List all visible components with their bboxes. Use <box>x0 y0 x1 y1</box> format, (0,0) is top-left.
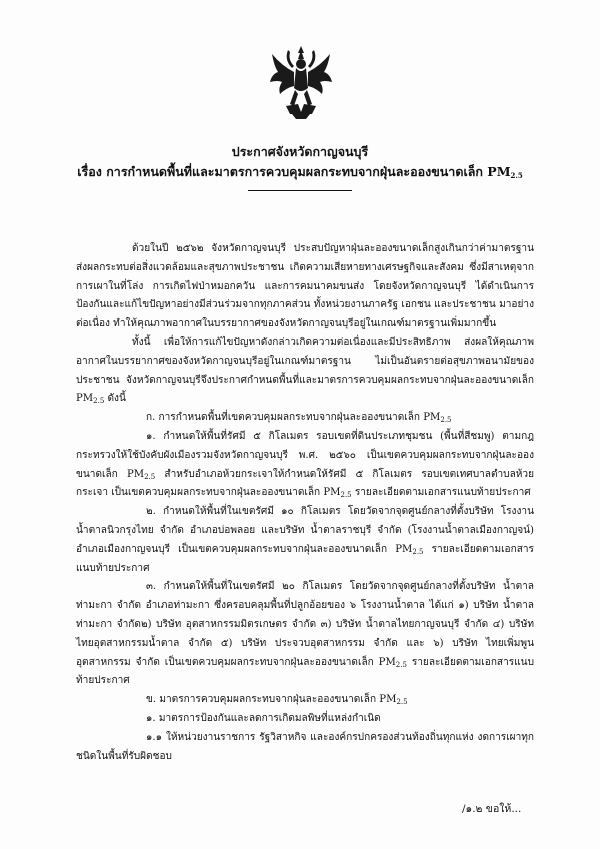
subject-text: เรื่อง การกำหนดพื้นที่และมาตรการควบคุมผลกระทบจากฝุ่นละอองขนาดเล็ก $PM_{2.5}$ <box>77 164 523 180</box>
section-a-item-1: ๑. กำหนดให้พื้นที่รัศมี ๕ กิโลเมตร รอบเขตที่ดินประเภทชุมชน (พื้นที่สีชมพู) ตามกฎกระทรวงให้ใช้บังคับผังเมืองรวมจังหวัดกาญจนบุรี พ.ศ. ๒๕๖๐ เป็นเขตควบคุมผลกระทบจากฝุ่นละอองขนาดเล็ก $PM_{2.5}$ สำหรับอำเภอห้วยกระเจาให้กำหนดให้รัศมี ๕ กิโลเมตร รอบเขตเทศบาลตำบลห้วยกระเจา เป็นเขตควบคุมผลกระทบจากฝุ่นละอองขนาดเล็ก $PM_{2.5}$ รายละเอียดตามเอกสารแนบท้ายประกาศ <box>76 430 535 500</box>
continuation-note: /๑.๒ ขอให้... <box>462 803 522 815</box>
section-b-item-1-1: ๑.๑ ให้หน่วยงานราชการ รัฐวิสาหกิจ และองค์กรปกครองส่วนท้องถิ่นทุกแห่ง งดการเผาทุกชนิดในพื้นที่รับผิดชอบ <box>76 731 534 762</box>
title-divider <box>248 190 352 191</box>
section-a-item-2: ๒. กำหนดให้พื้นที่ในเขตรัศมี ๑๐ กิโลเมตร โดยวัดจากจุดศูนย์กลางที่ตั้งบริษัท โรงงานน้ำตาลนิวกรุงไทย จำกัด อำเภอบ่อพลอย และบริษัท น้ำตาลราชบุรี จำกัด (โรงงานน้ำตาลเมืองกาญจน์) อำเภอเมืองกาญจนบุรี เป็นเขตควบคุมผลกระทบจากฝุ่นละอองขนาดเล็ก $PM_{2.5}$ รายละเอียดตามเอกสารแนบท้ายประกาศ <box>76 506 534 574</box>
paragraph-intro: ด้วยในปี ๒๕๖๒ จังหวัดกาญจนบุรี ประสบปัญหาฝุ่นละอองขนาดเล็กสูงเกินกว่าค่ามาตรฐาน ส่งผลกระทบต่อสิ่งแวดล้อมและสุขภาพประชาชน เกิดความเสียหายทางเศรษฐกิจและสังคม ซึ่งมีสาเหตุจากการเผาในที่โล่ง การเกิดไฟป่าหมอกควัน และการคมนาคมขนส่ง โดยจังหวัดกาญจนบุรี ได้ดำเนินการป้องกันและแก้ไขปัญหาอย่างมีส่วนร่วมจากทุกภาคส่วน ทั้งหน่วยงานภาครัฐ เอกชน และประชาชน มาอย่างต่อเนื่อง ทำให้คุณภาพอากาศในบรรยากาศของจังหวัดกาญจนบุรีอยู่ในเกณฑ์มาตรฐานเพิ่มมากขึ้น <box>76 243 534 330</box>
garuda-emblem-icon <box>268 44 334 120</box>
announcement-title: ประกาศจังหวัดกาญจนบุรี <box>231 144 369 159</box>
document-body <box>76 240 534 766</box>
section-a-heading: ก. การกำหนดพื้นที่เขตควบคุมผลกระทบจากฝุ่นละอองขนาดเล็ก $PM_{2.5}$ <box>146 412 452 425</box>
section-a-item-3: ๓. กำหนดให้พื้นที่ในเขตรัศมี ๒๐ กิโลเมตร โดยวัดจากจุดศูนย์กลางที่ตั้งบริษัท น้ำตาลท่ามะกา จำกัด อำเภอท่ามะกา ซึ่งครอบคลุมพื้นที่ปลูกอ้อยของ ๖ โรงงานน้ำตาล ได้แก่ ๑) บริษัท น้ำตาลท่ามะกา จำกัด๒) บริษัท อุตสาหกรรมมิตรเกษตร จำกัด ๓) บริษัท น้ำตาลไทยกาญจนบุรี จำกัด ๔) บริษัท ไทยอุตสาหกรรมน้ำตาล จำกัด ๕) บริษัท ประจวบอุตสาหกรรม จำกัด และ ๖) บริษัท ไทยเพิ่มพูนอุตสาหกรรม จำกัด เป็นเขตควบคุมผลกระทบจากฝุ่นละอองขนาดเล็ก $PM_{2.5}$ รายละเอียดตามเอกสารแนบท้ายประกาศ <box>76 581 534 687</box>
section-b-heading: ข. มาตรการควบคุมผลกระทบจากฝุ่นละอองขนาดเล็ก $PM_{2.5}$ <box>146 694 408 707</box>
section-b-item-1: ๑. มาตรการป้องกันและลดการเกิดมลพิษที่แหล่งกำเนิด <box>146 712 381 724</box>
paragraph-purpose: ทั้งนี้ เพื่อให้การแก้ไขปัญหาดังกล่าวเกิดความต่อเนื่องและมีประสิทธิภาพ ส่งผลให้คุณภาพอากาศในบรรยากาศของจังหวัดกาญจนบุรีอยู่ในเกณฑ์มาตรฐาน ไม่เป็นอันตรายต่อสุขภาพอนามัยของประชาชน จังหวัดกาญจนบุรีจึงประกาศกำหนดพื้นที่และมาตรการควบคุมผลกระทบจากฝุ่นละอองขนาดเล็ก $PM_{2.5}$ ดังนี้ <box>76 336 534 406</box>
announcement-subject <box>0 162 600 182</box>
